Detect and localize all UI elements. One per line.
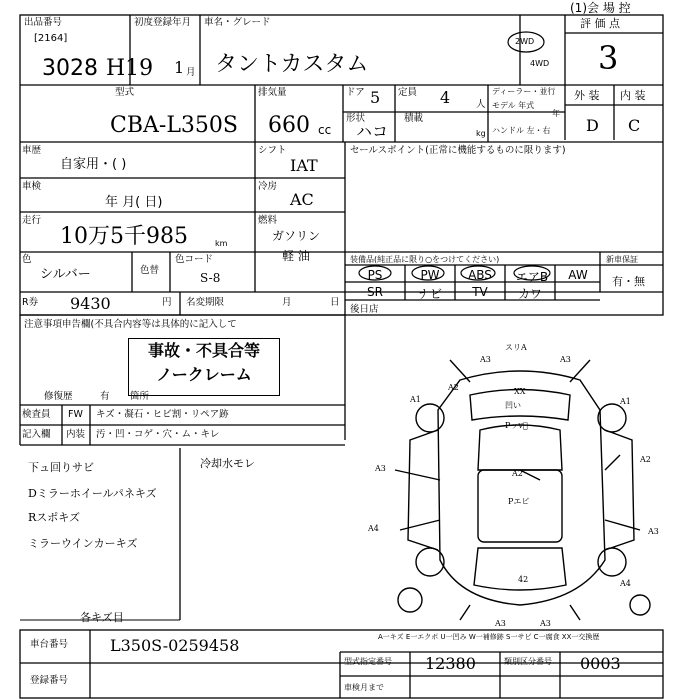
colorcode-value: S-8 bbox=[200, 271, 221, 285]
inspector-note-1: 下ュ回りサビ bbox=[28, 461, 94, 474]
fw-items: キズ・凝石・ヒビ割・リペア跡 bbox=[96, 409, 229, 420]
displacement-label: 排気量 bbox=[258, 87, 287, 98]
equip-ps: PS bbox=[367, 268, 383, 282]
mark-hood-dent: 凹い bbox=[505, 401, 521, 410]
recycle-yen: 円 bbox=[162, 297, 172, 308]
mark-rear-left-a3: A3 bbox=[495, 619, 506, 628]
fuel-value-gasoline: ガソリン bbox=[272, 229, 321, 243]
sales-point-label: セールスポイント(正常に機能するものに限ります) bbox=[350, 145, 566, 156]
equip-aw: AW bbox=[568, 268, 588, 282]
category-value: 0003 bbox=[580, 654, 621, 673]
name-change-month: 月 bbox=[282, 297, 292, 308]
mark-left-rear-a4: A4 bbox=[368, 524, 379, 533]
inspection-label: 車検 bbox=[22, 181, 42, 192]
reg-label: 登録番号 bbox=[30, 675, 69, 686]
bottom-note: 各キズ目 bbox=[80, 611, 124, 624]
first-reg-month: 1 bbox=[174, 58, 185, 77]
seats-value: 4 bbox=[440, 88, 451, 107]
interior-label: 内 装 bbox=[620, 89, 646, 102]
equip-pw: PW bbox=[420, 268, 440, 282]
name-change-label: 名変期限 bbox=[186, 297, 225, 308]
inspector-note-4: ミラーウインカーキズ bbox=[28, 537, 138, 550]
chassis-value: L350S-0259458 bbox=[110, 636, 240, 655]
equipment-label: 装備品(純正品に限り○をつけてください) bbox=[350, 255, 500, 264]
door-value: 5 bbox=[370, 88, 381, 107]
lot-number: 3028 bbox=[42, 56, 98, 81]
history-label: 車歴 bbox=[22, 145, 42, 156]
door-label: ドア bbox=[346, 87, 365, 98]
grade-label: 評 価 点 bbox=[580, 17, 620, 30]
no-claim-stamp bbox=[128, 338, 280, 396]
fuel-label: 燃料 bbox=[258, 215, 278, 226]
first-reg-label: 初度登録年月 bbox=[134, 17, 192, 28]
displacement-value: 660 bbox=[268, 113, 310, 138]
model-year-label: モデル 年式 bbox=[492, 101, 535, 110]
repair-value: 有 bbox=[100, 391, 110, 402]
mark-roof-a2: A2 bbox=[512, 469, 523, 478]
displacement-unit: cc bbox=[318, 123, 332, 137]
stamp-line-2: ノークレーム bbox=[156, 365, 252, 384]
drive-2wd: 2WD bbox=[515, 37, 535, 46]
year-unit: 年 bbox=[552, 109, 560, 118]
interior-value: C bbox=[628, 116, 641, 135]
inspector-label: 検査員 bbox=[22, 409, 51, 420]
mark-front-right-a1: A1 bbox=[620, 397, 631, 406]
mark-front-left-a1: A1 bbox=[410, 395, 421, 404]
load-label: 積載 bbox=[404, 113, 424, 124]
mark-front-sura: スリA bbox=[505, 343, 527, 352]
new-car-warranty-label: 新車保証 bbox=[606, 255, 638, 264]
lot-code: [2164] bbox=[34, 33, 68, 44]
mileage-value: 10万5千985 bbox=[60, 224, 188, 249]
type-approval-label: 型式指定番号 bbox=[344, 657, 392, 666]
first-reg-month-unit: 月 bbox=[186, 67, 196, 78]
drive-4wd: 4WD bbox=[530, 59, 550, 68]
model-value: CBA-L350S bbox=[110, 113, 238, 138]
category-label: 類別区分番号 bbox=[504, 657, 552, 666]
shift-value: IAT bbox=[290, 156, 318, 175]
mark-rear-right-a3: A3 bbox=[540, 619, 551, 628]
right-note: 冷却水モレ bbox=[200, 457, 255, 470]
colortone-label: 色替 bbox=[140, 265, 160, 276]
mark-rear-a4: A4 bbox=[620, 579, 631, 588]
car-name: タントカスタム bbox=[215, 52, 369, 77]
colorcode-label: 色コード bbox=[175, 254, 214, 265]
rear-seat-label: 後日店 bbox=[350, 304, 379, 315]
equip-tv: TV bbox=[472, 285, 488, 299]
type-approval-value: 12380 bbox=[425, 654, 476, 673]
grade-value: 3 bbox=[598, 39, 619, 77]
mark-front-a3: A3 bbox=[480, 355, 491, 364]
recycle-value: 9430 bbox=[70, 294, 111, 313]
exterior-label: 外 装 bbox=[574, 89, 600, 102]
mark-roof-pebi: Pエビ bbox=[508, 497, 530, 506]
mark-right-rear-a3: A3 bbox=[648, 527, 659, 536]
mark-trunk-42: 42 bbox=[518, 575, 529, 584]
shape-value: ハコ bbox=[356, 122, 389, 141]
color-value: シルバー bbox=[40, 267, 91, 282]
writer-label: 記入欄 bbox=[22, 429, 51, 440]
mark-hood-putty: Pッv゙ bbox=[505, 421, 528, 430]
fuel-value-diesel: 軽 油 bbox=[282, 249, 310, 263]
mark-left-door-a3: A3 bbox=[375, 464, 386, 473]
recycle-label: R券 bbox=[22, 297, 39, 308]
repair-suffix: 箇所 bbox=[130, 391, 150, 402]
repair-label: 修復歴 bbox=[44, 391, 73, 402]
mark-left-a2: A2 bbox=[448, 383, 459, 392]
color-label: 色 bbox=[22, 254, 32, 265]
seats-label: 定員 bbox=[398, 87, 418, 98]
inspector-note-2: Dミラーホイールパネキズ bbox=[28, 487, 157, 500]
exterior-value: D bbox=[586, 116, 599, 135]
new-car-warranty-value: 有・無 bbox=[612, 275, 645, 288]
sheet-copy-label: (1)会 場 控 bbox=[570, 1, 631, 15]
ac-label: 冷房 bbox=[258, 181, 278, 192]
shape-label: 形状 bbox=[346, 113, 366, 124]
equip-airbag: エアB bbox=[515, 270, 549, 284]
chassis-label: 車台番号 bbox=[30, 639, 69, 650]
inspection-value: 年 月( 日) bbox=[105, 195, 163, 210]
stamp-line-1: 事故・不具合等 bbox=[147, 341, 260, 360]
interior-items: 汚・凹・コゲ・穴・ム・キレ bbox=[96, 429, 220, 440]
equip-sr: SR bbox=[367, 285, 383, 299]
seats-unit: 人 bbox=[476, 99, 486, 110]
interior-tag: 内装 bbox=[66, 429, 86, 440]
mark-hood-xx: XX bbox=[514, 387, 526, 396]
lot-label: 出品番号 bbox=[24, 17, 63, 28]
name-change-day: 日 bbox=[330, 297, 340, 308]
damage-legend: A一キズ E一エクボ U一凹み W一補修跡 S一サビ C一腐食 XX一交換歴 bbox=[378, 633, 600, 641]
ac-value: AC bbox=[290, 190, 314, 209]
name-label: 車名・グレード bbox=[204, 17, 271, 28]
equip-leather: カワ bbox=[517, 287, 542, 301]
declaration-label: 注意事項申告欄(不具合内容等は具体的に記入して bbox=[24, 319, 237, 330]
equip-abs: ABS bbox=[468, 268, 492, 282]
model-label: 型式 bbox=[115, 87, 135, 98]
mark-right-door-a2: A2 bbox=[640, 455, 651, 464]
mileage-unit: km bbox=[215, 239, 228, 248]
equip-navi: ナビ bbox=[417, 287, 442, 301]
reg-sub-label: 車検月まで bbox=[344, 683, 384, 692]
mileage-label: 走行 bbox=[22, 215, 42, 226]
fw-label: FW bbox=[68, 409, 83, 420]
dealer-label: ディーラー・並行 bbox=[492, 87, 556, 96]
history-value: 自家用・( ) bbox=[60, 157, 127, 172]
mark-front-a3-right: A3 bbox=[560, 355, 571, 364]
handle-label: ハンドル 左・右 bbox=[492, 126, 551, 135]
shift-label: シフト bbox=[258, 145, 287, 156]
load-unit: kg bbox=[476, 129, 486, 138]
inspector-note-3: Rスポキズ bbox=[28, 511, 81, 524]
first-reg-year: H19 bbox=[106, 56, 154, 81]
